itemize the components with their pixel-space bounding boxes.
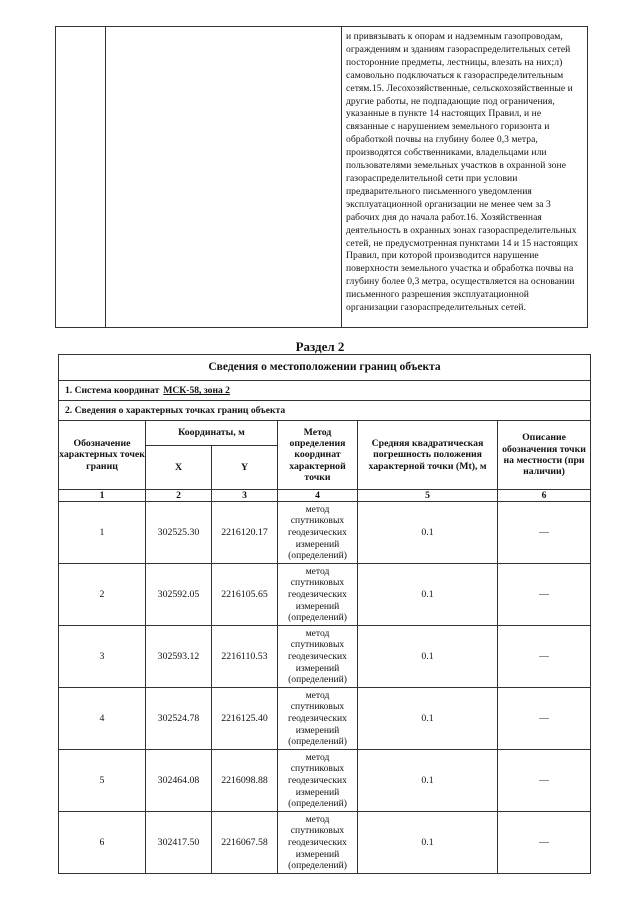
point-id: 3	[59, 626, 146, 688]
col-number: 4	[278, 490, 358, 502]
point-id: 5	[59, 750, 146, 812]
mt-cell: 0.1	[358, 564, 498, 626]
col-number: 5	[358, 490, 498, 502]
point-id: 2	[59, 564, 146, 626]
coord-y: 2216120.17	[212, 502, 278, 564]
mt-cell: 0.1	[358, 750, 498, 812]
table-title: Сведения о местоположении границ объекта	[59, 355, 591, 381]
coord-y: 2216067.58	[212, 812, 278, 874]
coord-x: 302417.50	[146, 812, 212, 874]
restrictions-text: и привязывать к опорам и надземным газопроводам, ограждениям и зданиям газораспределительных сетей посторонние предметы, лестницы, влезать на них;л) самовольно подключаться к газораспределительным сетям.15. Лесохозяйственные, сельскохозяйственные и другие работы, не подпадающие под ограничения, указанные в пункте 14 настоящих Правил, и не связанные с нарушением земельного горизонта и обработкой почвы на глубину более 0,3 метра, производятся собственниками, владельцами или пользователями земельных участков в охранной зоне газораспределительной сети при условии предварительного письменного уведомления эксплуатационной организации не менее чем за 3 рабочих дня до начала работ.16. Хозяйственная деятельность в охранных зонах газораспределительных сетей, не предусмотренная пунктами 14 и 15 настоящих Правил, при которой производится нарушение поверхности земельного участка и обработка почвы на глубину более 0,3 метра, осуществляется на основании письменного разрешения эксплуатационной организации газораспределительных сетей.	[346, 31, 579, 314]
col-number: 6	[498, 490, 591, 502]
desc-cell: —	[498, 812, 591, 874]
method-cell: метод спутниковых геодезических измерений (определений)	[278, 502, 358, 564]
coord-x: 302592.05	[146, 564, 212, 626]
header-desc: Описание обозначения точки на местности (при наличии)	[498, 421, 591, 490]
continuation-empty-cell-2	[106, 27, 342, 328]
table-row	[59, 626, 591, 688]
mt-cell: 0.1	[358, 502, 498, 564]
coord-y: 2216098.88	[212, 750, 278, 812]
points-section-label: 2. Сведения о характерных точках границ объекта	[59, 401, 591, 421]
header-x: X	[146, 446, 212, 490]
header-method: Метод определения координат характерной точки	[278, 421, 358, 490]
table-row	[59, 812, 591, 874]
coord-x: 302524.78	[146, 688, 212, 750]
method-cell: метод спутниковых геодезических измерений (определений)	[278, 688, 358, 750]
table-row	[59, 750, 591, 812]
desc-cell: —	[498, 626, 591, 688]
section-title: Раздел 2	[295, 339, 345, 354]
mt-cell: 0.1	[358, 688, 498, 750]
col-number: 1	[59, 490, 146, 502]
table-row	[59, 502, 591, 564]
table-row	[59, 564, 591, 626]
header-mt: Средняя квадратическая погрешность положения характерной точки (Mt), м	[358, 421, 498, 490]
point-id: 4	[59, 688, 146, 750]
coord-system-value: МСК-58, зона 2	[163, 385, 230, 396]
coord-system-label: 1. Система координат	[65, 385, 160, 396]
method-cell: метод спутниковых геодезических измерений (определений)	[278, 564, 358, 626]
coord-x: 302464.08	[146, 750, 212, 812]
coord-y: 2216125.40	[212, 688, 278, 750]
mt-cell: 0.1	[358, 626, 498, 688]
method-cell: метод спутниковых геодезических измерений (определений)	[278, 812, 358, 874]
col-number: 2	[146, 490, 212, 502]
continuation-empty-cell-1	[56, 27, 106, 328]
coord-y: 2216105.65	[212, 564, 278, 626]
col-number: 3	[212, 490, 278, 502]
method-cell: метод спутниковых геодезических измерений (определений)	[278, 750, 358, 812]
mt-cell: 0.1	[358, 812, 498, 874]
point-id: 6	[59, 812, 146, 874]
point-id: 1	[59, 502, 146, 564]
table-row	[59, 688, 591, 750]
continuation-text-cell	[342, 27, 588, 328]
desc-cell: —	[498, 688, 591, 750]
coord-x: 302525.30	[146, 502, 212, 564]
coord-x: 302593.12	[146, 626, 212, 688]
desc-cell: —	[498, 750, 591, 812]
coord-system-line	[59, 381, 591, 401]
header-coords: Координаты, м	[146, 421, 278, 446]
desc-cell: —	[498, 564, 591, 626]
method-cell: метод спутниковых геодезических измерений (определений)	[278, 626, 358, 688]
coord-y: 2216110.53	[212, 626, 278, 688]
continuation-table	[55, 26, 588, 328]
desc-cell: —	[498, 502, 591, 564]
header-point: Обозначение характерных точек границ	[59, 421, 146, 490]
header-y: Y	[212, 446, 278, 490]
boundary-table	[58, 354, 591, 874]
